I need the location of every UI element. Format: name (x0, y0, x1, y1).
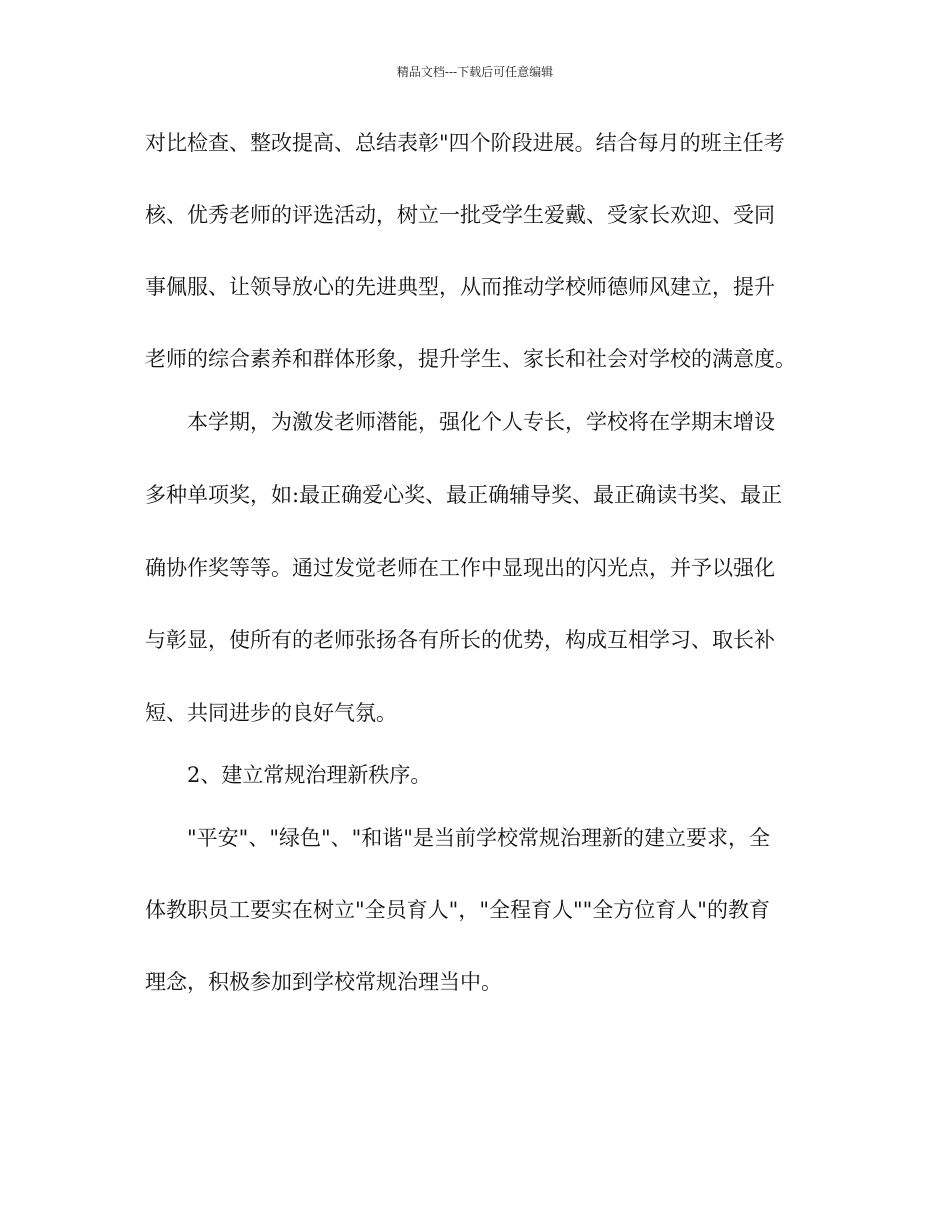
page-header: 精品文档---下载后可任意编辑 (396, 65, 554, 79)
text-line: 老师的综合素养和群体形象，提升学生、家长和社会对学校的满意度。 (145, 347, 796, 371)
text-line: 体教职员工要实在树立"全员育人"，"全程育人""全方位育人"的教育 (145, 898, 770, 922)
text-line: 多种单项奖，如:最正确爱心奖、最正确辅导奖、最正确读书奖、最正 (145, 483, 783, 507)
text-line: 确协作奖等等。通过发觉老师在工作中显现出的闪光点，并予以强化 (145, 556, 775, 580)
text-line: 理念，积极参加到学校常规治理当中。 (145, 970, 502, 994)
text-line: 本学期，为激发老师潜能，强化个人专长，学校将在学期末增设 (187, 410, 775, 434)
text-line: 核、优秀老师的评选活动，树立一批受学生爱戴、受家长欢迎、受同 (145, 203, 775, 227)
text-line: 与彰显，使所有的老师张扬各有所长的优势，构成互相学习、取长补 (145, 628, 775, 652)
text-line: 短、共同进步的良好气氛。 (145, 701, 397, 725)
text-line: 对比检查、整改提高、总结表彰"四个阶段进展。结合每月的班主任考 (145, 131, 785, 155)
text-line: 事佩服、让领导放心的先进典型，从而推动学校师德师风建立，提升 (145, 275, 775, 299)
text-line: 2、建立常规治理新秩序。 (187, 763, 432, 787)
text-line: "平安"、"绿色"、"和谐"是当前学校常规治理新的建立要求，全 (187, 826, 770, 850)
